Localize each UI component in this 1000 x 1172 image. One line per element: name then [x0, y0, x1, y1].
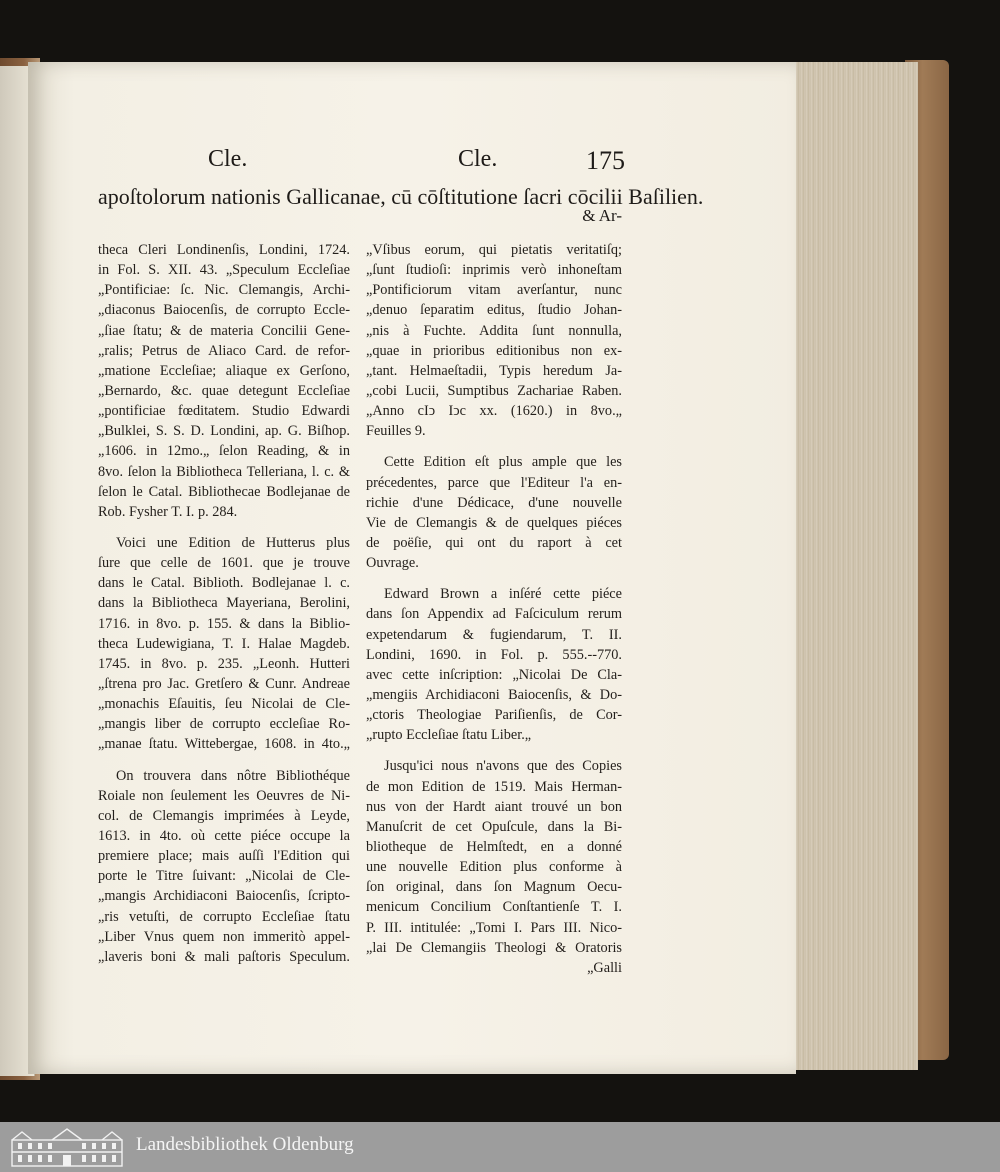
- text-line: 1716. in 8vo. p. 155. & dans la Biblio-: [98, 615, 350, 632]
- text-line: Rob. Fysher T. I. p. 284.: [98, 503, 238, 520]
- library-building-icon: [8, 1126, 126, 1168]
- text-line: „mengiis Archidiaconi Baiocenſis, & Do-: [366, 686, 622, 703]
- text-line: ſure que celle de 1601. que je trouve: [98, 555, 350, 572]
- text-line: 1745. in 8vo. p. 235. „Leonh. Hutteri: [98, 655, 350, 672]
- text-line: porte le Titre ſuivant: „Nicolai de Cle-: [98, 868, 350, 885]
- text-line: „ſunt ſtudioſi: inprimis verò inhoneſtam: [366, 262, 622, 279]
- text-line: „rupto Eccleſiae ſtatu Liber.„: [366, 727, 532, 744]
- right-text-column: [366, 240, 622, 978]
- text-line: „pontificiae fœditatem. Studio Edwardi: [98, 403, 350, 420]
- text-line: richie d'une Dédicace, d'une nouvelle: [366, 494, 622, 511]
- text-line: „ctoris Theologiae Pariſienſis, de Cor-: [366, 707, 622, 724]
- text-line: 8vo. ſelon la Bibliotheca Telleriana, l. c. &: [98, 463, 350, 480]
- text-line: „nis à Fuchte. Addita ſunt nonnulla,: [366, 322, 622, 339]
- library-name[interactable]: Landesbibliothek Oldenburg: [136, 1134, 354, 1155]
- text-line: précedentes, parce que l'Editeur l'a en-: [366, 474, 622, 491]
- text-line: „lai De Clemangiis Theologi & Oratoris: [366, 939, 622, 956]
- text-line: premiere place; mais auſſi l'Edition qui: [98, 848, 350, 865]
- title-continuation: & Ar-: [582, 206, 622, 225]
- text-line: On trouvera dans nôtre Bibliothéque: [116, 767, 350, 784]
- text-line: „ſtrena pro Jac. Gretſero & Cunr. Andreae: [98, 675, 350, 692]
- text-line: Voici une Edition de Hutterus plus: [116, 534, 350, 551]
- text-line: „1606. in 12mo.„ ſelon Reading, & in: [98, 443, 350, 460]
- text-line: „Liber Vnus quem non immeritò appel-: [98, 928, 350, 945]
- text-line: Jusqu'ici nous n'avons que des Copies: [384, 758, 622, 775]
- text-line: dans la Bibliotheca Mayeriana, Berolini,: [98, 595, 350, 612]
- text-line: 1613. in 4to. où cette piéce occupe la: [98, 827, 350, 844]
- text-line: Londini, 1690. in Fol. p. 555.--770.: [366, 646, 622, 663]
- text-line: menicum Concilium Conſtantienſe T. I.: [366, 899, 622, 916]
- text-line: bliotheque de Helmſtedt, en a donné: [366, 838, 622, 855]
- paragraph: [366, 452, 622, 573]
- text-line: theca Ludewigiana, T. I. Halae Magdeb.: [98, 635, 350, 652]
- left-text-column: [98, 240, 350, 967]
- page-block-edges: [788, 62, 918, 1070]
- library-footer-bar: [0, 1122, 1000, 1172]
- text-line: Ouvrage.: [366, 555, 419, 572]
- text-line: avec cette inſcription: „Nicolai De Cla-: [366, 666, 622, 683]
- text-line: „mangis liber de corrupto eccleſiae Ro-: [98, 716, 350, 733]
- text-line: Cette Edition eſt plus ample que les: [384, 454, 622, 471]
- text-line: ſon original, dans ſon Magnum Oecu-: [366, 879, 622, 896]
- text-line: „ſiae ſtatu; & de materia Concilii Gene-: [98, 322, 350, 339]
- text-line: „matione Eccleſiae; aliaque ex Gerſono,: [98, 362, 350, 379]
- text-line: „denuo ſeparatim editus, ſtudio Johan-: [366, 302, 622, 319]
- text-line: nus von der Hardt aiant trouvé un bon: [366, 798, 622, 815]
- text-line: Edward Brown a inſéré cette piéce: [384, 586, 622, 603]
- header-left-term: Cle.: [208, 146, 248, 172]
- text-line: expetendarum & fugiendarum, T. II.: [366, 626, 622, 643]
- text-line: Vie de Clemangis & de quelques piéces: [366, 514, 622, 531]
- page-number: 175: [586, 146, 625, 175]
- paragraph: [366, 240, 622, 441]
- text-line: „Vſibus eorum, qui pietatis veritatiſq;: [366, 242, 622, 258]
- text-line: de mon Edition de 1519. Mais Herman-: [366, 778, 622, 795]
- text-line: dans ſon Appendix ad Faſciculum rerum: [366, 606, 622, 623]
- running-header: [28, 146, 796, 182]
- text-line: „Bernardo, &c. quae detegunt Eccleſiae: [98, 382, 350, 399]
- text-line: P. III. intitulée: „Tomi I. Pars III. Nico-: [366, 919, 622, 936]
- header-center-term: Cle.: [458, 146, 498, 172]
- text-line: „Pontificiae: ſc. Nic. Clemangis, Archi-: [98, 282, 350, 299]
- text-line: „ralis; Petrus de Aliaco Card. de refor-: [98, 342, 350, 359]
- text-line: dans le Catal. Biblioth. Bodlejanae l. c.: [98, 575, 350, 592]
- text-line: „quae in prioribus editionibus non ex-: [366, 342, 622, 359]
- title-line: apoſtolorum nationis Gallicanae, cū cōſtitutione ſacri cōcilii Baſilien.: [98, 184, 704, 209]
- paragraph: [366, 756, 622, 957]
- text-line: de poëſie, qui ont du raport à cet: [366, 534, 622, 551]
- text-line: Manuſcrit de cet Opuſcule, dans la Bi-: [366, 818, 622, 835]
- text-line: „tant. Helmaeſtadii, Typis heredum Ja-: [366, 362, 622, 379]
- text-line: „ris vetuſti, de corrupto Eccleſiae ſtatu: [98, 908, 350, 925]
- text-line: Feuilles 9.: [366, 423, 426, 440]
- catchword: „Galli: [587, 959, 622, 976]
- paragraph: [366, 584, 622, 745]
- text-line: ſelon le Catal. Bibliothecae Bodlejanae de: [98, 483, 350, 500]
- text-line: „Pontificiorum vitam averſantur, nunc: [366, 282, 622, 299]
- text-line: „Bulklei, S. S. D. Londini, ap. G. Biſhop.: [98, 423, 350, 440]
- text-line: „manae ſtatu. Wittebergae, 1608. in 4to.„: [98, 736, 350, 753]
- text-line: in Fol. S. XII. 43. „Speculum Eccleſiae: [98, 262, 350, 279]
- paragraph: [98, 533, 350, 755]
- text-line: „diaconus Baiocenſis, de corrupto Eccle-: [98, 302, 350, 319]
- text-line: „mangis Archidiaconi Baiocenſis, ſcripto-: [98, 888, 350, 905]
- text-line: „laveris boni & mali paſtoris Speculum.: [98, 948, 350, 965]
- text-line: col. de Clemangis imprimées à Leyde,: [98, 807, 350, 824]
- text-line: „Anno cIↄ Iↄc xx. (1620.) in 8vo.„: [366, 403, 622, 420]
- text-line: theca Cleri Londinenſis, Londini, 1724.: [98, 242, 350, 258]
- text-line: une nouvelle Edition plus conforme à: [366, 859, 622, 876]
- paragraph: [98, 766, 350, 967]
- text-line: „cobi Lucii, Sumptibus Zachariae Raben.: [366, 382, 622, 399]
- text-line: Roiale non ſeulement les Oeuvres de Ni-: [98, 787, 350, 804]
- paragraph: [98, 240, 350, 522]
- text-line: „monachis Eſauitis, ſeu Nicolai de Cle-: [98, 696, 350, 713]
